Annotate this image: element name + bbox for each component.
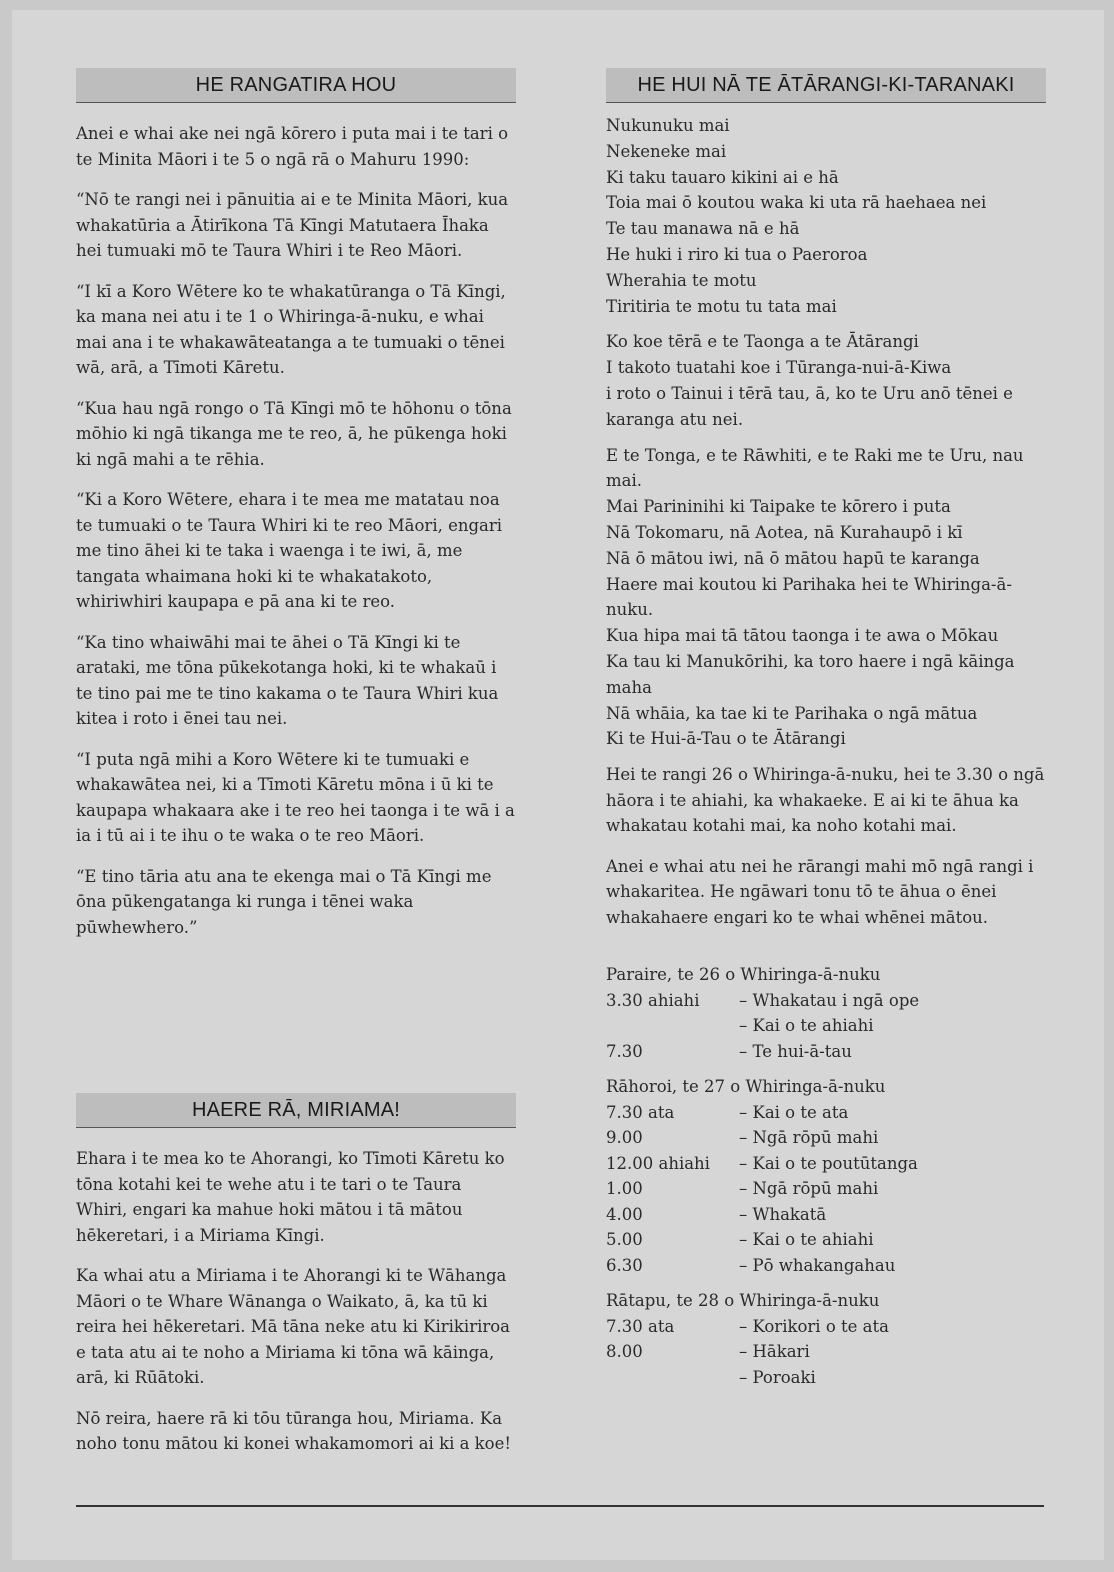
schedule-event: – Whakatā <box>739 1204 827 1224</box>
paragraph: Anei e whai ake nei ngā kōrero i puta mai i te tari o te Minita Māori i te 5 o ngā rā o Mahuru 1990: <box>76 124 509 169</box>
schedule-time: 7.30 ata <box>606 1316 675 1336</box>
schedule-row <box>606 1365 1046 1391</box>
schedule <box>606 962 1046 1390</box>
poem-line: Wherahia te motu <box>606 270 757 290</box>
paragraph: Ka whai atu a Miriama i te Ahorangi ki te Wāhanga Māori o te Whare Wānanga o Waikato, ā, ka tū ki reira hei hēkeretari. Mā tāna neke atu ki Kirikiriroa e tata atu ai te noho a Miriama ki tōna wā kāinga, arā, ki Rūātoki. <box>76 1266 511 1387</box>
poem-line: i roto o Tainui i tērā tau, ā, ko te Uru anō tēnei e karanga atu nei. <box>606 383 1013 429</box>
schedule-day-title: Rāhoroi, te 27 o Whiringa-ā-nuku <box>606 1077 886 1097</box>
paragraph: “I puta ngā mihi a Koro Wētere ki te tumuaki e whakawātea nei, ki a Tīmoti Kāretu mōna i ū ki te kaupapa whakaara ake i te reo hei taonga i te wā i a ia i tū ai i te ihu o te waka o te reo Māori. <box>76 749 515 845</box>
schedule-event: – Whakatau i ngā ope <box>739 990 920 1010</box>
schedule-event: – Poroaki <box>739 1367 816 1387</box>
bottom-divider <box>76 1505 1044 1507</box>
schedule-row <box>606 1100 1046 1126</box>
poem-line: Nā ō mātou iwi, nā ō mātou hapū te karanga <box>606 548 980 568</box>
schedule-event: – Te hui-ā-tau <box>739 1041 852 1061</box>
rangatira-hou-body <box>76 121 516 940</box>
schedule-event: – Kai o te poutūtanga <box>739 1153 918 1173</box>
schedule-day <box>606 1288 1046 1390</box>
paragraph: “Ka tino whaiwāhi mai te āhei o Tā Kīngi ki te arataki, me tōna pūkekotanga hoki, ki te whakaū i te tino pai me te tino kakama o te Taura Whiri kua kitea i roto i ēnei tau nei. <box>76 632 499 728</box>
poem-line: Nā whāia, ka tae ki te Parihaka o ngā mātua <box>606 703 978 723</box>
schedule-time <box>606 1365 739 1391</box>
document-page <box>12 10 1104 1560</box>
hui-body <box>606 762 1046 930</box>
paragraph: “Ki a Koro Wētere, ehara i te mea me matatau noa te tumuaki o te Taura Whiri ki te reo Māori, engari me tino āhei ki te taka i waenga i te iwi, ā, me tangata whaimana hoki ki te whakatakoto, whiriwhiri kaupapa e pā ana ki te reo. <box>76 490 503 611</box>
schedule-day-title: Paraire, te 26 o Whiringa-ā-nuku <box>606 965 881 985</box>
poem-line: Nukunuku mai <box>606 116 730 135</box>
schedule-time: 3.30 ahiahi <box>606 990 700 1010</box>
poem-line: Ki taku tauaro kikini ai e hā <box>606 167 839 187</box>
schedule-row <box>606 1039 1046 1065</box>
schedule-event: – Kai o te ata <box>739 1102 849 1122</box>
poem-stanza <box>606 329 1046 432</box>
schedule-row <box>606 1339 1046 1365</box>
section-heading-he-hui: HE HUI NĀ TE ĀTĀRANGI-KI-TARANAKI <box>606 68 1046 103</box>
paragraph: “E tino tāria atu ana te ekenga mai o Tā Kīngi me ōna pūkengatanga ki runga i tēnei waka pūwhewhero.” <box>76 866 492 937</box>
poem <box>606 113 1046 752</box>
paragraph: Ehara i te mea ko te Ahorangi, ko Tīmoti Kāretu ko tōna kotahi kei te wehe atu i te tari o te Taura Whiri, engari ka mahue hoki mātou i tā mātou hēkeretari, i a Miriama Kīngi. <box>76 1149 505 1245</box>
poem-line: He huki i riro ki tua o Paeroroa <box>606 244 868 264</box>
schedule-time <box>606 1013 739 1039</box>
poem-line: Ko koe tērā e te Taonga a te Ātārangi <box>606 332 919 352</box>
paragraph: Nō reira, haere rā ki tōu tūranga hou, Miriama. Ka noho tonu mātou ki konei whakamomori ai ki a koe! <box>76 1408 511 1453</box>
schedule-row <box>606 1176 1046 1202</box>
poem-line: Ki te Hui-ā-Tau o te Ātārangi <box>606 729 846 749</box>
poem-line: I takoto tuatahi koe i Tūranga-nui-ā-Kiwa <box>606 358 952 378</box>
schedule-row <box>606 1314 1046 1340</box>
paragraph: Anei e whai atu nei he rārangi mahi mō ngā rangi i whakaritea. He ngāwari tonu tō te āhua o ēnei whakahaere engari ko te whai whēnei mātou. <box>606 856 1034 927</box>
schedule-day <box>606 1074 1046 1278</box>
schedule-time: 9.00 <box>606 1128 643 1148</box>
schedule-row <box>606 1013 1046 1039</box>
poem-line: E te Tonga, e te Rāwhiti, e te Raki me te Uru, nau mai. <box>606 445 1024 491</box>
schedule-event: – Ngā rōpū mahi <box>739 1128 879 1148</box>
paragraph: “I kī a Koro Wētere ko te whakatūranga o Tā Kīngi, ka mana nei atu i te 1 o Whiringa-ā-nuku, e whai mai ana i te whakawāteatanga a te tumuaki o tēnei wā, arā, a Tīmoti Kāretu. <box>76 281 506 377</box>
schedule-time: 1.00 <box>606 1179 643 1199</box>
paragraph: Hei te rangi 26 o Whiringa-ā-nuku, hei te 3.30 o ngā hāora i te ahiahi, ka whakaeke. E ai ki te āhua ka whakatau kotahi mai, ka noho kotahi mai. <box>606 765 1045 836</box>
paragraph: “Nō te rangi nei i pānuitia ai e te Minita Māori, kua whakatūria a Ātirīkona Tā Kīngi Matutaera Īhaka hei tumuaki mō te Taura Whiri i te Reo Māori. <box>76 190 509 260</box>
schedule-day-title: Rātapu, te 28 o Whiringa-ā-nuku <box>606 1291 880 1311</box>
schedule-time: 7.30 <box>606 1041 643 1061</box>
poem-line: Toia mai ō koutou waka ki uta rā haehaea nei <box>606 193 987 213</box>
poem-line: Ka tau ki Manukōrihi, ka toro haere i ngā kāinga maha <box>606 651 1015 697</box>
schedule-event: – Kai o te ahiahi <box>739 1016 874 1036</box>
poem-line: Kua hipa mai tā tātou taonga i te awa o Mōkau <box>606 626 999 646</box>
schedule-row <box>606 1125 1046 1151</box>
schedule-time: 5.00 <box>606 1230 643 1250</box>
poem-stanza <box>606 443 1046 753</box>
poem-line: Nekeneke mai <box>606 141 727 161</box>
schedule-row <box>606 1227 1046 1253</box>
schedule-row <box>606 988 1046 1014</box>
schedule-time: 7.30 ata <box>606 1102 675 1122</box>
schedule-row <box>606 1202 1046 1228</box>
poem-line: Te tau manawa nā e hā <box>606 219 800 239</box>
schedule-event: – Kai o te ahiahi <box>739 1230 874 1250</box>
section-heading-haere-ra: HAERE RĀ, MIRIAMA! <box>76 1093 516 1128</box>
poem-line: Nā Tokomaru, nā Aotea, nā Kurahaupō i kī <box>606 522 963 542</box>
schedule-time: 12.00 ahiahi <box>606 1153 710 1173</box>
schedule-event: – Korikori o te ata <box>739 1316 889 1336</box>
poem-line: Tiritiria te motu tu tata mai <box>606 296 837 316</box>
schedule-row <box>606 1151 1046 1177</box>
schedule-time: 4.00 <box>606 1204 643 1224</box>
schedule-time: 8.00 <box>606 1342 643 1362</box>
haere-ra-body <box>76 1146 516 1457</box>
poem-stanza <box>606 113 1046 319</box>
schedule-row <box>606 1253 1046 1279</box>
schedule-event: – Hākari <box>739 1342 810 1362</box>
poem-line: Mai Parininihi ki Taipake te kōrero i puta <box>606 497 951 517</box>
section-heading-rangatira-hou: HE RANGATIRA HOU <box>76 68 516 103</box>
schedule-event: – Ngā rōpū mahi <box>739 1179 879 1199</box>
schedule-day <box>606 962 1046 1064</box>
paragraph: “Kua hau ngā rongo o Tā Kīngi mō te hōhonu o tōna mōhio ki ngā tikanga me te reo, ā, he pūkenga hoki ki ngā mahi a te rēhia. <box>76 398 512 469</box>
schedule-time: 6.30 <box>606 1255 643 1275</box>
poem-line: Haere mai koutou ki Parihaka hei te Whiringa-ā-nuku. <box>606 574 1012 620</box>
schedule-event: – Pō whakangahau <box>739 1255 896 1275</box>
